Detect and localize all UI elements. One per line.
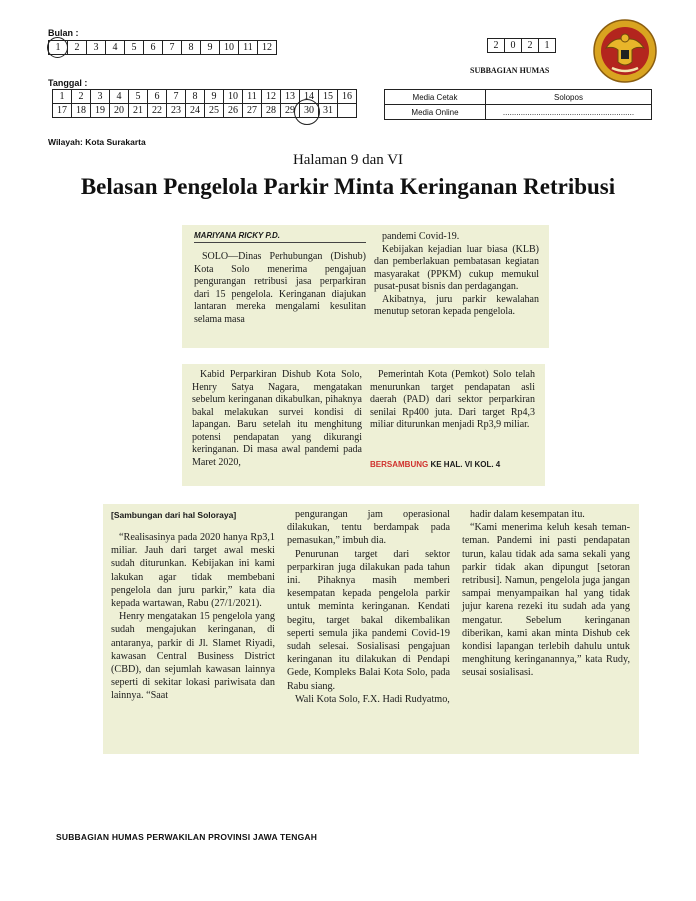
date-cell: 8	[186, 90, 205, 104]
media-online-label: Media Online	[385, 105, 486, 120]
month-cell: 11	[239, 41, 258, 55]
clipping-1	[182, 225, 549, 348]
continued-note	[370, 460, 500, 469]
clip3-col3-p1: hadir dalam kesempatan itu.	[470, 509, 585, 520]
media-online-value: ...........................................................	[486, 105, 652, 120]
date-cell: 16	[338, 90, 357, 104]
date-cell: 25	[205, 104, 224, 118]
headline: Belasan Pengelola Parkir Minta Keringanan Retribusi	[80, 174, 616, 199]
clip3-col1-p2: Henry mengatakan 15 pengelola yang sudah mengajukan keringanan, di antaranya, parkir di Jl. Slamet Riyadi, kawasan Central Business District (CBD), dan sejumlah kawasan lainnya seperti di sekitar lokasi pariwisata dan lainnya. “Saat	[111, 611, 275, 702]
wilayah-label: Wilayah: Kota Surakarta	[48, 137, 146, 147]
bulan-label: Bulan :	[48, 28, 79, 38]
selected-month-circle	[47, 37, 68, 58]
continuation-heading: [Sambungan dari hal Soloraya]	[111, 510, 237, 520]
clip3-col3	[462, 508, 630, 680]
garuda-emblem	[592, 18, 658, 84]
year-digit-cell: 0	[505, 39, 522, 53]
clip2-col1-text: Kabid Perparkiran Dishub Kota Solo, Henry Satya Nagara, mengatakan sebelum keringanan dikabulkan, pihaknya bakal melakukan survei kondisi di lapangan. Baru setelah itu menghitung potensi pendapatan yang dikurangi keringanan. Di masa awal pandemi pada Maret 2020,	[192, 369, 362, 468]
clip3-col1-p1: “Realisasinya pada 2020 hanya Rp3,1 miliar. Jauh dari target awal meski sudah diturunkan. Kebijakan ini kami lakukan agar tidak membebani pengelola dan juru parkir,” kata dia kepada wartawan, Rabu (27/1/2021).	[111, 532, 275, 610]
clip3-col2	[287, 508, 450, 706]
date-cell: 30	[300, 104, 319, 118]
date-cell: 13	[281, 90, 300, 104]
clip3-col2-p2: Penurunan target dari sektor perparkiran juga dilakukan pada tahun ini. Pihaknya masih memberi kesempatan kepada pengelola parkir untuk meminta keringanan. Kendati begitu, target bakal dikembalikan seperti semula jika pandemi Covid-19 sudah selesai. Sosialisasi pengajuan keringanan itu dilakukan di Pendapi Gede, Kompleks Balai Kota Solo, pada Rabu siang.	[287, 548, 450, 692]
month-cell: 5	[125, 41, 144, 55]
date-cell: 24	[186, 104, 205, 118]
date-cell: 5	[129, 90, 148, 104]
date-cell: 31	[319, 104, 338, 118]
clip1-col2-p3: Akibatnya, juru parkir kewalahan menutup setoran kepada pengelola.	[374, 293, 539, 317]
clip1-col2	[374, 231, 539, 319]
date-cell: 19	[91, 104, 110, 118]
clip2-col1	[192, 369, 362, 469]
footer-org: SUBBAGIAN HUMAS PERWAKILAN PROVINSI JAWA TENGAH	[56, 832, 318, 842]
media-cetak-value: Solopos	[486, 90, 652, 105]
selected-date-circle	[294, 99, 320, 125]
tanggal-label: Tanggal :	[48, 78, 88, 88]
month-cell: 12	[258, 41, 277, 55]
clip1-col2-p1: pandemi Covid-19.	[382, 231, 460, 242]
clip2-col2-text: Pemerintah Kota (Pemkot) Solo telah menurunkan target pendapatan asli daerah (PAD) dari sektor perparkiran senilai Rp400 juta. Dari target Rp4,3 miliar diturunkan menjadi Rp3,9 miliar.	[370, 369, 535, 430]
month-cell: 9	[201, 41, 220, 55]
org-label: SUBBAGIAN HUMAS	[470, 66, 550, 75]
date-cell: 3	[91, 90, 110, 104]
month-cell: 2	[68, 41, 87, 55]
clipping-3	[103, 504, 639, 754]
clip3-col2-p1: pengurangan jam operasional dilakukan, tentu berdampak pada pemasukan,” imbuh dia.	[287, 509, 450, 547]
clipping-2	[182, 364, 545, 486]
date-cell: 10	[224, 90, 243, 104]
month-cell: 7	[163, 41, 182, 55]
date-cell: 11	[243, 90, 262, 104]
clip1-col2-p2: Kebijakan kejadian luar biasa (KLB) dan pemberlakuan pembatasan kegiatan masyarakat (PPKM) cukup memukul pusat-pusat bisnis dan perdagangan.	[374, 243, 539, 292]
date-cell: 6	[148, 90, 167, 104]
date-cell: 28	[262, 104, 281, 118]
clip3-col1	[111, 531, 275, 703]
month-cell: 4	[106, 41, 125, 55]
clip2-col2	[370, 369, 535, 432]
date-cell: 27	[243, 104, 262, 118]
date-cell: 1	[53, 90, 72, 104]
date-cell: 18	[72, 104, 91, 118]
date-cell: 14	[300, 90, 319, 104]
month-cell: 3	[87, 41, 106, 55]
date-cell: 7	[167, 90, 186, 104]
month-cell: 1	[49, 41, 68, 55]
byline: MARIYANA RICKY P.D.	[194, 231, 280, 240]
clip1-col1	[194, 251, 366, 326]
month-cell: 10	[220, 41, 239, 55]
clip3-col3-p2: “Kami menerima keluh kesah teman-teman. Pandemi ini pasti pendapatan turun, kalau tidak ada sama sekali yang parkir tidak akan dipungut [setoran retribusi]. Namun, pengelola juga jangan sampai menyampaikan hal yang tidak jujur karena rezeki itu sudah ada yang mengatur. Sebelum keringanan diberikan, kami akan minta Dishub cek kondisi lapangan terlebih dahulu untuk menghitung keringanannya,” kata Rudy, seusai sosialisasi.	[462, 522, 630, 679]
year-digit-cell: 1	[539, 39, 556, 53]
date-cell: 17	[53, 104, 72, 118]
continued-red: BERSAMBUNG	[370, 460, 429, 469]
clip1-col1-text: SOLO—Dinas Perhubungan (Dishub) Kota Solo menerima pengajuan pengurangan retribusi jasa perparkiran dari 15 pengelola. Keringanan diajukan lantaran mereka mengalami kesulitan selama masa	[194, 251, 366, 325]
year-digit-cell: 2	[488, 39, 505, 53]
clip3-col2-p3: Wali Kota Solo, F.X. Hadi Rudyatmo,	[295, 693, 450, 705]
date-cell: 21	[129, 104, 148, 118]
date-cell: 15	[319, 90, 338, 104]
date-cell: 22	[148, 104, 167, 118]
month-cell: 8	[182, 41, 201, 55]
media-table	[384, 89, 652, 120]
year-grid	[487, 38, 556, 53]
byline-rule	[194, 242, 366, 243]
month-grid	[48, 40, 277, 55]
media-cetak-label: Media Cetak	[385, 90, 486, 105]
date-cell: 23	[167, 104, 186, 118]
date-cell: 4	[110, 90, 129, 104]
date-cell: 29	[281, 104, 300, 118]
year-digit-cell: 2	[522, 39, 539, 53]
date-cell: 12	[262, 90, 281, 104]
date-cell: 9	[205, 90, 224, 104]
date-cell	[338, 104, 357, 118]
date-cell: 2	[72, 90, 91, 104]
date-cell: 26	[224, 104, 243, 118]
date-cell: 20	[110, 104, 129, 118]
month-cell: 6	[144, 41, 163, 55]
page-reference: Halaman 9 dan VI	[292, 152, 404, 168]
continued-rest: KE HAL. VI KOL. 4	[430, 460, 501, 469]
